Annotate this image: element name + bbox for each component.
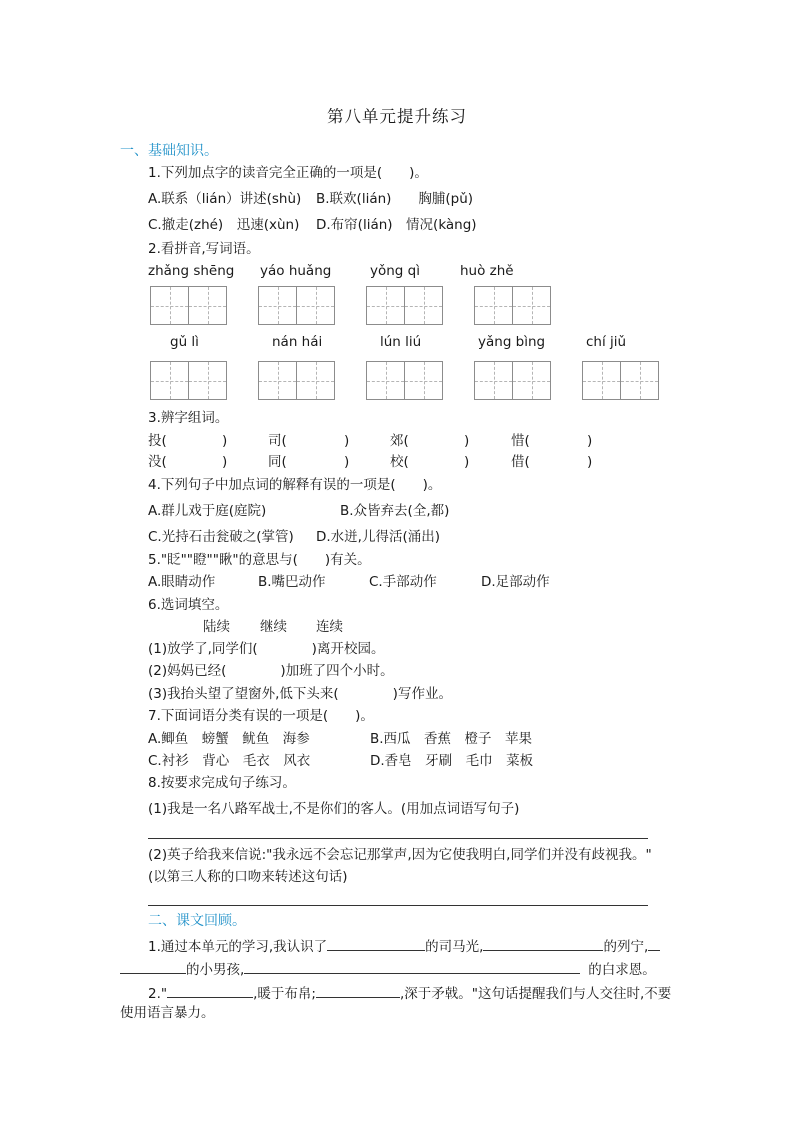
- pinyin-label: chí jiǔ: [586, 334, 627, 350]
- review-text: ,暖于布帛;: [253, 986, 316, 1002]
- q5-option-a[interactable]: A.眼睛动作: [148, 574, 216, 590]
- q6-word-option: 陆续: [203, 619, 230, 635]
- writing-grid[interactable]: [474, 286, 551, 325]
- fill-blank[interactable]: [648, 935, 660, 951]
- writing-grid[interactable]: [366, 361, 443, 400]
- q5-option-d[interactable]: D.足部动作: [481, 574, 550, 590]
- q7-option-b[interactable]: B.西瓜 香蕉 橙子 苹果: [370, 731, 533, 747]
- q5-option-c[interactable]: C.手部动作: [369, 574, 437, 590]
- pinyin-label: lún liú: [380, 334, 422, 350]
- review-text: 的白求恩。: [588, 962, 656, 978]
- review-line-1: [148, 935, 660, 956]
- q4-stem: 4.下列句子中加点词的解释有误的一项是( )。: [148, 477, 442, 493]
- writing-grid[interactable]: [474, 361, 551, 400]
- q3-stem: 3.辨字组词。: [148, 410, 229, 426]
- q3-word-close: ): [587, 454, 593, 470]
- q7-stem: 7.下面词语分类有误的一项是( )。: [148, 708, 374, 724]
- section-heading-basic: 一、基础知识。: [120, 143, 218, 159]
- q1-option-b[interactable]: B.联欢(lián) 胸脯(pǔ): [316, 191, 474, 207]
- writing-grid[interactable]: [150, 286, 227, 325]
- q7-option-c[interactable]: C.衬衫 背心 毛衣 风衣: [148, 753, 311, 769]
- review-text: 1.通过本单元的学习,我认识了: [148, 939, 328, 955]
- q1-stem: 1.下列加点字的读音完全正确的一项是( )。: [148, 165, 428, 181]
- q8-stem: 8.按要求完成句子练习。: [148, 775, 296, 791]
- fill-blank[interactable]: [327, 935, 425, 951]
- q3-word-open: 借(: [511, 454, 530, 470]
- pinyin-label: yǒng qì: [370, 263, 420, 279]
- q6-word-option: 连续: [316, 619, 343, 635]
- answer-line[interactable]: [148, 905, 648, 906]
- q7-option-d[interactable]: D.香皂 牙刷 毛巾 菜板: [370, 753, 534, 769]
- q3-word-open: 同(: [268, 454, 287, 470]
- review-text: ,深于矛戟。"这句话提醒我们与人交往时,不要: [399, 986, 672, 1002]
- q3-word-close: ): [222, 454, 228, 470]
- review-text: 的小男孩,: [186, 962, 245, 978]
- pinyin-label: zhǎng shēng: [148, 263, 235, 279]
- pinyin-label: yǎng bìng: [478, 334, 546, 350]
- pinyin-label: gǔ lì: [170, 334, 199, 350]
- q6-stem: 6.选词填空。: [148, 597, 229, 613]
- q3-word-close: ): [464, 454, 470, 470]
- fill-blank[interactable]: [244, 958, 580, 974]
- page-title: 第八单元提升练习: [327, 107, 467, 126]
- q1-option-c[interactable]: C.撤走(zhé) 迅速(xùn): [148, 217, 300, 233]
- q3-word-close: ): [464, 433, 470, 449]
- q8-sentence-2-instruction: (以第三人称的口吻来转述这句话): [148, 869, 348, 885]
- answer-line[interactable]: [148, 838, 648, 839]
- q8-sentence-2: (2)英子给我来信说:"我永远不会忘记那掌声,因为它使我明白,同学们并没有歧视我。": [148, 847, 652, 863]
- q4-option-c[interactable]: C.光持石击瓮破之(掌管): [148, 529, 294, 545]
- writing-grid[interactable]: [366, 286, 443, 325]
- q6-sentence-2: (2)妈妈已经( )加班了四个小时。: [148, 663, 394, 679]
- q3-word-open: 司(: [268, 433, 287, 449]
- q1-option-d[interactable]: D.布帘(lián) 情况(kàng): [316, 217, 477, 233]
- q4-option-b[interactable]: B.众皆弃去(全,都): [340, 503, 450, 519]
- pinyin-label: nán hái: [272, 334, 323, 350]
- q3-word-open: 郊(: [390, 433, 409, 449]
- review-text: 2.": [148, 986, 168, 1002]
- q3-word-close: ): [222, 433, 228, 449]
- review-line-2-cont: 使用语言暴力。: [120, 1005, 215, 1021]
- review-text: 的司马光,: [425, 939, 484, 955]
- pinyin-label: huò zhě: [460, 263, 514, 279]
- q5-stem: 5."眨""瞪""瞅"的意思与( )有关。: [148, 552, 371, 568]
- review-line-2: [148, 982, 671, 1003]
- q5-option-b[interactable]: B.嘴巴动作: [258, 574, 326, 590]
- q3-word-open: 校(: [390, 454, 409, 470]
- review-line-1-cont: [120, 958, 656, 979]
- pinyin-label: yáo huǎng: [260, 263, 332, 279]
- q7-option-a[interactable]: A.鲫鱼 螃蟹 鱿鱼 海参: [148, 731, 310, 747]
- q4-option-d[interactable]: D.水迸,儿得活(涌出): [316, 529, 441, 545]
- fill-blank[interactable]: [120, 958, 186, 974]
- section-heading-review: 二、课文回顾。: [148, 913, 246, 929]
- q4-option-a[interactable]: A.群儿戏于庭(庭院): [148, 503, 267, 519]
- writing-grid[interactable]: [258, 286, 335, 325]
- q3-word-open: 没(: [148, 454, 167, 470]
- q6-sentence-1: (1)放学了,同学们( )离开校园。: [148, 641, 385, 657]
- fill-blank[interactable]: [167, 982, 253, 998]
- writing-grid[interactable]: [150, 361, 227, 400]
- q1-option-a[interactable]: A.联系（lián）讲述(shù): [148, 191, 302, 207]
- q2-stem: 2.看拼音,写词语。: [148, 241, 260, 257]
- q3-word-close: ): [587, 433, 593, 449]
- writing-grid[interactable]: [258, 361, 335, 400]
- fill-blank[interactable]: [483, 935, 603, 951]
- q6-word-option: 继续: [260, 619, 287, 635]
- writing-grid[interactable]: [582, 361, 659, 400]
- q6-sentence-3: (3)我抬头望了望窗外,低下头来( )写作业。: [148, 686, 452, 702]
- review-text: 的列宁,: [603, 939, 649, 955]
- q3-word-close: ): [344, 433, 350, 449]
- q3-word-open: 投(: [148, 433, 167, 449]
- q3-word-close: ): [344, 454, 350, 470]
- q8-sentence-1: (1)我是一名八路军战士,不是你们的客人。(用加点词语写句子): [148, 801, 520, 817]
- fill-blank[interactable]: [316, 982, 400, 998]
- q3-word-open: 惜(: [511, 433, 530, 449]
